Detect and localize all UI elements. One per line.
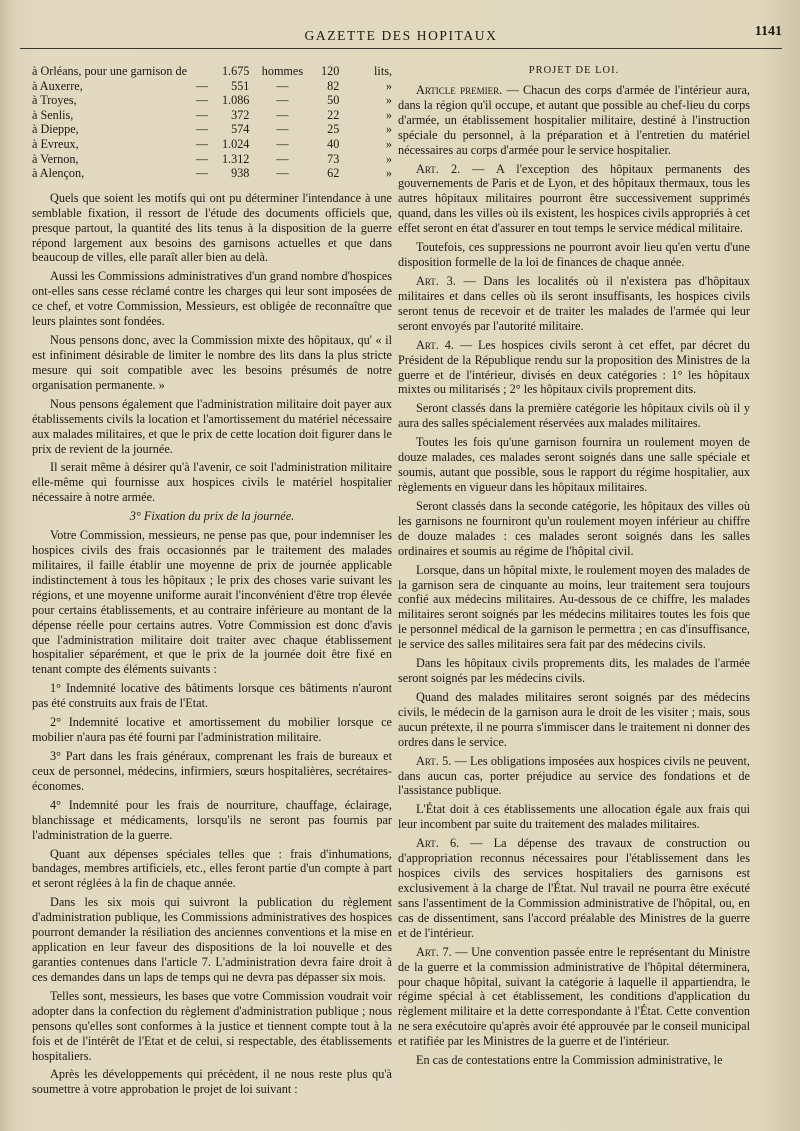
page-header (20, 22, 782, 49)
garrison-dash (187, 64, 217, 79)
garrison-dash: — (195, 107, 209, 122)
garrison-beds: 25 (327, 122, 340, 137)
garrison-dash: — (195, 136, 209, 151)
article-text: Toutefois, ces suppressions ne pourront avoir lieu qu'en vertu d'une disposition formelle de la loi de finances de chaque année. (398, 240, 750, 270)
section-heading: 3° Fixation du prix de la journée. (129, 509, 295, 524)
page-number: 1141 (754, 24, 782, 39)
garrison-city: à Auxerre, (32, 78, 83, 93)
paragraph: Aussi les Commissions administratives d'un grand nombre d'hospices ont-elles sans cesse réclamé contre les charges qui leur sont imposées de ce chef, et votre Commission, Messieurs, est obligée de reconnaître que leurs plaintes sont fondées. (32, 269, 392, 329)
garrison-suffix: » (385, 107, 392, 122)
bill-article (398, 435, 750, 495)
bill-article (398, 240, 750, 270)
article-label: Art. 2. (416, 161, 461, 176)
garrison-dash: — (195, 78, 209, 93)
garrison-row (32, 166, 392, 181)
garrison-beds: 22 (327, 107, 340, 122)
article-label: Art. 6. (416, 836, 460, 851)
garrison-beds: 62 (327, 166, 340, 181)
bill-article (398, 162, 750, 237)
article-text: — La dépense des travaux de construction ou d'appropriation reconnus nécessaires pour l'établissement dans les hospices civils des services hospitaliers des garnisons est exclusivement à la charge de l'État. Nul travail ne pourra être exécuté sans l'assentiment de la Commission administrative de l'hôpital, ou, en cas de dissentiment, sans l'accord préalable des Ministres de la guerre et de l'intérieur. (398, 836, 750, 940)
article-text: — Les hospices civils seront à cet effet, par décret du Président de la République rendu sur la proposition des Ministres de la guerre et de l'intérieur, divisés en deux catégories : 1° les hôpitaux mixtes ou militarisés ; 2° les hôpitaux civils proprement dits. (398, 337, 750, 397)
garrison-city: à Orléans, pour une garnison de (32, 64, 188, 78)
paragraph: 2° Indemnité locative et amortissement du mobilier lorsque ce mobilier n'aura pas été fourni par l'administration militaire. (32, 715, 392, 745)
article-label: Art. 7. (416, 944, 452, 959)
article-text: Seront classés dans la première catégorie les hôpitaux civils où il y aura des salles spécialement réservées aux malades militaires. (398, 401, 750, 431)
garrison-men: 1.312 (221, 151, 250, 166)
garrison-beds-table (32, 64, 392, 181)
garrison-beds: 82 (327, 78, 340, 93)
article-label: Art. 5. (416, 753, 452, 768)
paragraph: Dans les six mois qui suivront la publication du règlement d'administration publique, les Commissions administratives des hospices pourront demander la résiliation des anciennes conventions et la mise en application en leur faveur des dispositions de la loi nouvelle et des garanties contenues dans l'article 7. L'administration devra faire droit à ces demandes dans un laps de temps qui ne devra pas dépasser six mois. (32, 895, 392, 984)
left-column (32, 64, 392, 1101)
article-text: — Les obligations imposées aux hospices civils ne peuvent, dans aucun cas, porter préjudice au service des fondations et de l'assistance publique. (398, 753, 750, 798)
article-label: Art. 3. (416, 273, 456, 288)
garrison-row (32, 152, 392, 167)
bill-article (398, 1053, 750, 1068)
paragraph: Quels que soient les motifs qui ont pu déterminer l'intendance à une semblable fixation, il ressort de l'étude des documents officiels que, presque partout, la quantité des lits tenus à la disposition de la guerre répond largement aux besoins des garnisons actuelles et que dans beaucoup de villes, elle paraît aller bien au delà. (32, 190, 392, 265)
garrison-city: à Evreux, (32, 136, 79, 151)
garrison-unit: — (276, 122, 289, 137)
article-label: Article premier. (416, 82, 503, 97)
garrison-city: à Dieppe, (32, 122, 79, 137)
article-text: En cas de contestations entre la Commission administrative, le (416, 1053, 723, 1068)
article-text: — Dans les localités où il n'existera pas d'hôpitaux militaires et dans celles où ils seront insuffisants, les hospices civils seront tenus de recevoir et de traiter les malades de l'armée qui leur seront envoyés par l'autorité militaire. (398, 273, 750, 333)
left-paragraphs-2 (32, 528, 392, 1097)
garrison-men: 938 (231, 166, 250, 181)
garrison-unit: — (276, 93, 289, 108)
garrison-beds: 73 (327, 151, 340, 166)
garrison-beds: 40 (327, 136, 340, 151)
bill-article (398, 401, 750, 431)
bill-article (398, 802, 750, 832)
left-paragraphs (32, 191, 392, 505)
garrison-men: 372 (231, 107, 250, 122)
garrison-city: à Alençon, (32, 166, 85, 181)
paragraph: Telles sont, messieurs, les bases que votre Commission voudrait voir adopter dans la confection du règlement d'administration publique ; nous pensons qu'elles sont conformes à la justice et tiennent compte tout à la fois et de l'intérêt de l'Etat et de celui, si respectable, des établissements hospitaliers. (32, 988, 392, 1063)
bill-article (398, 274, 750, 334)
bill-article (398, 656, 750, 686)
garrison-unit: — (276, 151, 289, 166)
garrison-beds: 50 (327, 93, 340, 108)
paragraph: 3° Part dans les frais généraux, comprenant les frais de bureaux et ceux de personnel, médecins, infirmiers, sœurs hospitalières, secrétaires-économes. (32, 749, 392, 793)
bill-article (398, 754, 750, 799)
garrison-suffix: » (385, 78, 392, 93)
garrison-men: 574 (231, 122, 250, 137)
article-text: Seront classés dans la seconde catégorie, les hôpitaux des villes où les garnisons ne fourniront qu'un roulement moyen inférieur au chiffre de douze malades : ces malades seront soignés dans les salles ordinaires et soumis au régime de l'hôpital civil. (398, 498, 750, 558)
garrison-dash: — (195, 122, 209, 137)
article-text: Quand des malades militaires seront soignés par des médecins civils, le médecin de la garnison aura le droit de les visiter ; mais, sous aucun prétexte, il ne pourra s'immiscer dans le traitement ni donner des ordres dans le service. (398, 689, 750, 749)
garrison-men: 1.086 (221, 93, 250, 108)
article-text: Dans les hôpitaux civils proprements dits, les malades de l'armée seront soignés par les médecins civils. (398, 656, 750, 686)
article-text: — Chacun des corps d'armée de l'intérieur aura, dans la région qu'il occupe, et autant que possible au chef-lieu du corps d'armée, un établissement hospitalier militaire, destiné à l'instruction spéciale du personnel, à la préparation et à l'entretien du matériel nécessaires au corps d'armée pour le service hospitalier. (398, 82, 750, 157)
garrison-unit: — (276, 136, 289, 151)
article-label: Art. 4. (416, 337, 454, 352)
garrison-city: à Senlis, (32, 107, 74, 122)
garrison-row (32, 64, 392, 79)
garrison-dash: — (195, 166, 209, 181)
bill-title: PROJET DE LOI. (528, 65, 620, 76)
bill-article (398, 338, 750, 398)
bill-article (398, 836, 750, 940)
bill-article (398, 690, 750, 750)
garrison-men: 551 (231, 78, 250, 93)
article-text: L'État doit à ces établissements une allocation égale aux frais qui leur incombent par suite du traitement des malades militaires. (398, 802, 750, 832)
paragraph: 1° Indemnité locative des bâtiments lorsque ces bâtiments n'auront pas été construits aux frais de l'Etat. (32, 681, 392, 711)
garrison-men: 1.675 (221, 64, 250, 78)
garrison-city: à Vernon, (32, 151, 79, 166)
garrison-row (32, 137, 392, 152)
garrison-dash: — (195, 151, 209, 166)
paragraph: Votre Commission, messieurs, ne pense pas que, pour indemniser les hospices civils des frais occasionnés par le traitement des malades militaires, il faille établir une moyenne de prix de journée applicable indistinctement à tous les hôpitaux ; le prix des choses varie suivant les régions, et une moyenne uniforme aurait l'inconvénient d'être trop élevée pour certains établissements, et au contraire inférieure au montant de la dépense réelle pour certains autres. Votre Commission est donc d'avis que l'administration militaire doit traiter avec chaque établissement hospitalier séparément, et que le prix de la journée doit être fixé en tenant compte des éléments suivants : (32, 528, 392, 677)
bill-article (398, 499, 750, 559)
bill-article (398, 945, 750, 1049)
paragraph: Après les développements qui précèdent, il ne nous reste plus qu'à soumettre à votre approbation le projet de loi suivant : (32, 1067, 392, 1097)
bill-article (398, 83, 750, 158)
bill-article (398, 563, 750, 653)
garrison-suffix: » (385, 166, 392, 181)
paragraph: Nous pensons également que l'administration militaire doit payer aux établissements civils la location et l'amortissement du matériel nécessaire aux malades militaires, et que le prix de cette location doit figurer dans le prix de revient de la journée. (32, 396, 392, 456)
garrison-suffix: » (385, 151, 392, 166)
right-column (398, 64, 750, 1072)
garrison-dash: — (195, 93, 209, 108)
article-text: Lorsque, dans un hôpital mixte, le roulement moyen des malades de la garnison sera de cinquante au moins, leur traitement sera toujours confié aux médecins militaires. Au-dessous de ce chiffre, les malades militaires seront soignés par les médecins militaires toutes les fois que le personnel médical de la garnison le permettra ; en cas d'insuffisance, le service des salles militaires sera fait par des médecins civils. (398, 562, 750, 652)
paragraph: Nous pensons donc, avec la Commission mixte des hôpitaux, qu' « il est infiniment désirable de limiter le nombre des lits dans la plus stricte mesure qui soit compatible avec les besoins présumés de notre organisation permanente. » (32, 333, 392, 392)
garrison-row (32, 93, 392, 108)
paragraph: Quant aux dépenses spéciales telles que : frais d'inhumations, bandages, membres artificiels, etc., elles feront partie d'un compte à part et seront réglées à la fin de chaque année. (32, 846, 392, 891)
garrison-row (32, 79, 392, 94)
garrison-unit: — (276, 107, 289, 122)
paragraph: Il serait même à désirer qu'à l'avenir, ce soit l'administration militaire elle-même qui fournisse aux hospices civils le matériel hospitalier nécessaire à notre armée. (32, 460, 392, 505)
garrison-row (32, 108, 392, 123)
garrison-city: à Troyes, (32, 93, 77, 108)
garrison-beds: 120 (321, 64, 340, 78)
garrison-unit: — (276, 78, 289, 93)
garrison-suffix: » (385, 93, 392, 108)
bill-articles (398, 83, 750, 1068)
garrison-row (32, 122, 392, 137)
garrison-suffix: » (385, 136, 392, 151)
garrison-suffix: lits, (374, 64, 392, 78)
garrison-unit: hommes (261, 64, 304, 78)
paragraph: 4° Indemnité pour les frais de nourriture, chauffage, éclairage, blanchissage et médicaments, lorsqu'ils ne seront pas fournis par l'administration de la guerre. (32, 797, 392, 842)
garrison-suffix: » (385, 122, 392, 137)
article-text: Toutes les fois qu'une garnison fournira un roulement moyen de douze malades, ces malades seront soignés dans une salle spéciale et soumis, autant que possible, sous le rapport du régime hospitalier, aux règlements en vigueur dans les hôpitaux militaires. (398, 435, 750, 494)
journal-title: GAZETTE DES HOPITAUX (304, 28, 498, 43)
garrison-unit: — (276, 166, 289, 181)
garrison-men: 1.024 (221, 136, 250, 151)
article-text: — A l'exception des hôpitaux permanents des gouvernements de Paris et de Lyon, et des hôpitaux thermaux, tous les autres hôpitaux militaires pourront être successivement supprimés quand, dans les villes où ils existent, les hospices civils appropriés à cet effet seront en état d'assurer en tout temps le service médical militaire. (398, 161, 751, 236)
article-text: — Une convention passée entre le représentant du Ministre de la guerre et la commission administrative de l'hôpital déterminera, pour chaque hôpital, suivant la catégorie à laquelle il appartiendra, le régime spécial à cet établissement, les conditions d'application du règlement militaire et la dette correspondante à l'État. Cette convention ne sera exécutoire qu'après avoir été approuvée par le conseil municipal et ratifiée par les Ministres de la guerre et de l'intérieur. (398, 944, 750, 1049)
